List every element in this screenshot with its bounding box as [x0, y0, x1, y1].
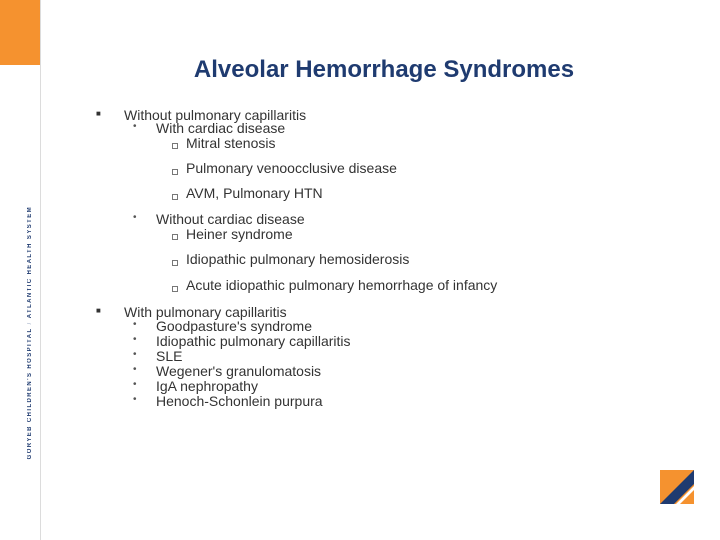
bullet-dot: • — [133, 379, 137, 390]
bullet-small-square — [172, 234, 178, 240]
bullet-dot: • — [133, 334, 137, 345]
bullet-dot: • — [133, 319, 137, 330]
list-item: SLE — [156, 348, 183, 364]
list-item: IgA nephropathy — [156, 378, 258, 394]
bullet-small-square — [172, 260, 178, 266]
list-item: AVM, Pulmonary HTN — [186, 185, 323, 201]
list-item: Acute idiopathic pulmonary hemorrhage of infancy — [186, 277, 498, 293]
list-item: Wegener's granulomatosis — [156, 363, 322, 379]
bullet-small-square — [172, 286, 178, 292]
bullet-dot: • — [133, 121, 137, 132]
bullet-small-square — [172, 143, 178, 149]
list-item: Idiopathic pulmonary hemosiderosis — [186, 251, 410, 267]
list-item: Heiner syndrome — [186, 226, 293, 242]
atlantic-health-logo-icon — [660, 470, 694, 504]
list-item: Mitral stenosis — [186, 135, 276, 151]
list-item: With cardiac disease — [156, 120, 286, 136]
bullet-small-square — [172, 169, 178, 175]
list-item: Henoch-Schonlein purpura — [156, 393, 323, 409]
bullet-dot: • — [133, 364, 137, 375]
bullet-square: ■ — [96, 109, 101, 118]
bullet-dot: • — [133, 394, 137, 405]
list-item: Goodpasture's syndrome — [156, 318, 312, 334]
list-item: Without pulmonary capillaritis — [124, 107, 307, 123]
list-item: Idiopathic pulmonary capillaritis — [156, 333, 351, 349]
list-item: With pulmonary capillaritis — [124, 304, 287, 320]
bullet-square: ■ — [96, 306, 101, 315]
bullet-dot: • — [133, 212, 137, 223]
bullet-dot: • — [133, 349, 137, 360]
brand-hospital: GORYEB CHILDREN'S HOSPITAL — [27, 327, 33, 460]
brand-vertical-text — [27, 206, 33, 459]
list-item: Without cardiac disease — [156, 211, 305, 227]
brand-separator: / — [27, 321, 33, 325]
slide-title: Alveolar Hemorrhage Syndromes — [193, 56, 575, 83]
list-item: Pulmonary venoocclusive disease — [186, 160, 397, 176]
bullet-small-square — [172, 194, 178, 200]
brand-system: ATLANTIC HEALTH SYSTEM — [27, 206, 33, 319]
